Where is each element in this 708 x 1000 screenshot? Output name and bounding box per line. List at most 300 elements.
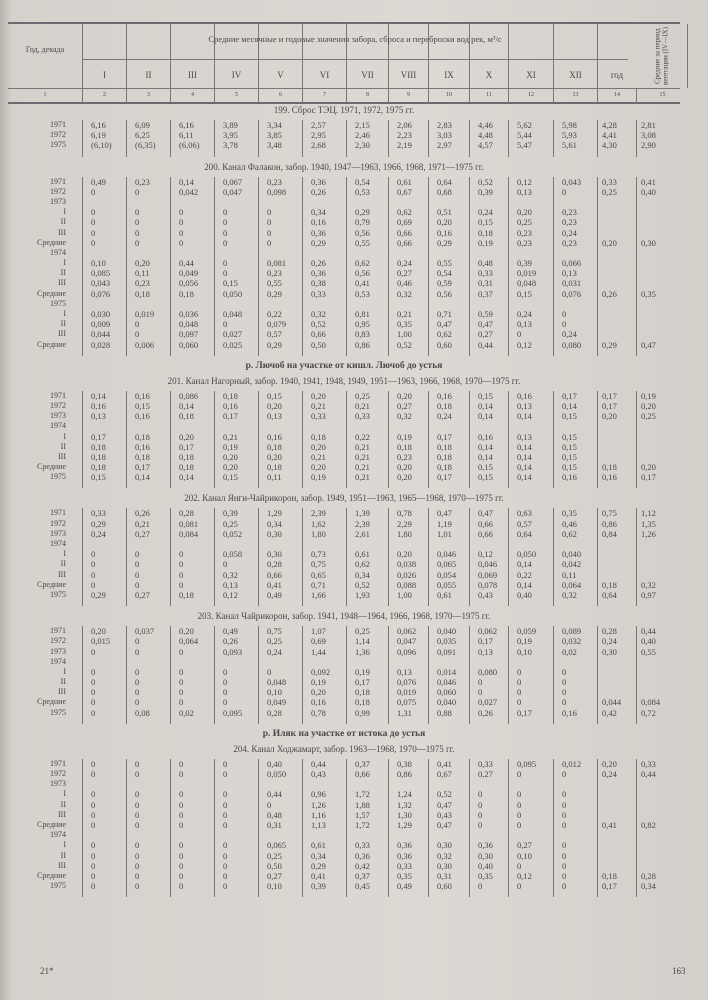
table-cell <box>636 319 688 329</box>
table-cell: 0 <box>126 667 170 677</box>
table-cell: 0 <box>553 677 597 687</box>
table-cell: 1,31 <box>388 708 428 718</box>
table-cell: 1,13 <box>302 820 346 830</box>
table-cell: 0,20 <box>597 759 636 769</box>
table-cell: 0,42 <box>597 708 636 718</box>
table-spacer <box>597 891 636 897</box>
table-cell <box>170 299 214 309</box>
table-cell: 0 <box>170 810 214 820</box>
table-cell: 0,28 <box>258 559 302 569</box>
table-cell <box>170 248 214 258</box>
table-spacer <box>597 151 636 157</box>
table-cell <box>469 539 508 549</box>
table-cell: 0,019 <box>508 268 553 278</box>
table-cell: 0,14 <box>82 391 126 401</box>
section-table <box>8 120 680 157</box>
row-label: II <box>60 268 66 278</box>
table-cell: 0,21 <box>346 401 388 411</box>
table-spacer <box>302 350 346 356</box>
table-cell: 0,080 <box>469 667 508 677</box>
table-cell: 0,23 <box>388 452 428 462</box>
table-cell: 2,95 <box>302 130 346 140</box>
table-cell: 0,84 <box>597 529 636 539</box>
table-cell: 0,36 <box>388 851 428 861</box>
table-cell: 0,21 <box>346 452 388 462</box>
table-cell: 0,23 <box>553 207 597 217</box>
table-cell: 0,060 <box>428 687 469 697</box>
col-number: 7 <box>302 89 346 102</box>
table-spacer <box>8 151 82 157</box>
table-cell <box>82 299 126 309</box>
table-cell: 0,44 <box>170 258 214 268</box>
table-cell: 0,059 <box>508 626 553 636</box>
col-number: 15 <box>636 89 688 102</box>
table-cell: 0,11 <box>553 570 597 580</box>
table-cell: 4,41 <box>597 130 636 140</box>
table-cell: 0,30 <box>428 840 469 850</box>
table-cell <box>346 830 388 840</box>
table-cell: 0,18 <box>428 452 469 462</box>
table-cell: 0,08 <box>126 708 170 718</box>
table-cell: 0,28 <box>170 508 214 518</box>
row-label: 1974 <box>50 247 66 257</box>
table-cell: 0 <box>126 207 170 217</box>
table-spacer <box>597 718 636 724</box>
row-label: III <box>58 329 66 339</box>
table-cell <box>346 779 388 789</box>
table-cell: 0,015 <box>82 636 126 646</box>
table-spacer <box>508 151 553 157</box>
table-cell: 0,088 <box>388 580 428 590</box>
table-cell <box>388 299 428 309</box>
row-label: I <box>63 789 66 799</box>
table-cell: 0,25 <box>214 519 258 529</box>
table-cell: 0 <box>170 881 214 891</box>
table-cell: 0,19 <box>302 472 346 482</box>
table-cell: 0,18 <box>258 442 302 452</box>
col-header-9: IX <box>428 24 469 88</box>
table-cell: 0,33 <box>302 411 346 421</box>
table-cell: 0,43 <box>469 590 508 600</box>
table-cell: 0,20 <box>170 626 214 636</box>
table-cell: 0 <box>214 319 258 329</box>
table-cell: 0 <box>126 549 170 559</box>
col-header-10: X <box>469 24 508 88</box>
table-cell: 0,046 <box>428 549 469 559</box>
table-cell: 2,57 <box>302 120 346 130</box>
table-cell: 0,25 <box>258 636 302 646</box>
section-table <box>8 759 680 897</box>
table-cell: 0,091 <box>428 647 469 657</box>
table-cell: 0,18 <box>126 289 170 299</box>
table-cell: 0,41 <box>636 177 688 187</box>
table-cell <box>636 800 688 810</box>
col-number: 1 <box>43 92 47 98</box>
table-cell: 0,060 <box>170 340 214 350</box>
table-cell: 0,34 <box>636 881 688 891</box>
table-cell: 0,20 <box>388 472 428 482</box>
table-cell: 0,75 <box>597 508 636 518</box>
table-cell: 0,31 <box>428 871 469 881</box>
table-cell: 0,32 <box>214 570 258 580</box>
table-spacer <box>214 151 258 157</box>
table-cell: 0,17 <box>508 708 553 718</box>
table-cell: 0,81 <box>346 309 388 319</box>
table-cell: 0 <box>82 840 126 850</box>
row-label: I <box>63 549 66 559</box>
table-cell: 0 <box>82 580 126 590</box>
row-label: Средние <box>37 870 66 880</box>
table-cell: 0 <box>126 861 170 871</box>
table-cell <box>82 539 126 549</box>
table-cell: 0,18 <box>346 687 388 697</box>
row-label: II <box>60 559 66 569</box>
table-cell: 0,043 <box>82 278 126 288</box>
table-cell: 2,97 <box>428 140 469 150</box>
row-label: 1974 <box>50 539 66 548</box>
table-cell: 1,12 <box>636 508 688 518</box>
table-cell: 0,15 <box>258 391 302 401</box>
table-spacer <box>170 891 214 897</box>
row-label: Средние <box>37 819 66 829</box>
section-title: 204. Канал Ходжамарт, забор. 1963—1968, 1970—1975 гг. <box>233 743 455 754</box>
table-cell: 0,63 <box>508 508 553 518</box>
row-label: 1974 <box>50 830 66 840</box>
table-cell <box>597 319 636 329</box>
table-cell: 0,32 <box>428 851 469 861</box>
table-cell: 0,20 <box>302 462 346 472</box>
table-cell: 0,32 <box>553 590 597 600</box>
table-cell <box>258 657 302 667</box>
table-cell: 0,24 <box>553 329 597 339</box>
table-cell: 0,27 <box>126 590 170 600</box>
col-number: 9 <box>388 89 428 102</box>
col-header-2: II <box>126 24 170 88</box>
table-cell: 0,17 <box>636 472 688 482</box>
table-cell <box>508 539 553 549</box>
page-number: 163 <box>672 966 686 976</box>
table-cell <box>428 657 469 667</box>
table-cell: 0,084 <box>636 697 688 707</box>
table-cell <box>553 657 597 667</box>
table-cell: 0,18 <box>597 462 636 472</box>
table-cell: 0,17 <box>126 462 170 472</box>
table-cell: 0 <box>258 207 302 217</box>
table-cell: 0,13 <box>508 432 553 442</box>
table-cell <box>636 268 688 278</box>
table-cell: 0,32 <box>302 309 346 319</box>
table-cell: 0,99 <box>346 708 388 718</box>
table-cell: 0,54 <box>428 268 469 278</box>
table-cell: 0 <box>126 187 170 197</box>
table-cell <box>597 687 636 697</box>
table-cell: (6,10) <box>82 140 126 150</box>
table-cell: 3,03 <box>428 130 469 140</box>
table-cell: 0,032 <box>553 636 597 646</box>
table-cell: 0,027 <box>214 329 258 339</box>
table-cell: 0 <box>126 329 170 339</box>
table-cell: 0 <box>82 207 126 217</box>
table-cell: 0 <box>170 647 214 657</box>
table-cell: 0 <box>553 697 597 707</box>
table-cell: 0,66 <box>469 519 508 529</box>
table-cell: 0,14 <box>469 452 508 462</box>
table-cell <box>258 539 302 549</box>
table-cell: 0,53 <box>346 289 388 299</box>
table-cell: 0 <box>214 840 258 850</box>
table-cell: 0,16 <box>258 432 302 442</box>
table-cell: 2,19 <box>388 140 428 150</box>
table-spacer <box>258 350 302 356</box>
table-cell: 0 <box>126 697 170 707</box>
table-cell <box>553 248 597 258</box>
table-cell: 0 <box>82 677 126 687</box>
table-cell: 0,48 <box>469 258 508 268</box>
table-cell: 0 <box>126 238 170 248</box>
table-spacer <box>469 600 508 606</box>
col-number: 13 <box>553 89 597 102</box>
table-cell: 0 <box>170 851 214 861</box>
table-cell: 0,21 <box>346 462 388 472</box>
table-cell: 0,20 <box>214 462 258 472</box>
table-cell: 0,16 <box>428 391 469 401</box>
table-cell: 0,41 <box>346 278 388 288</box>
table-cell: 0 <box>508 329 553 339</box>
table-cell: 1,16 <box>302 810 346 820</box>
table-cell <box>214 248 258 258</box>
table-cell <box>597 228 636 238</box>
table-cell <box>346 248 388 258</box>
table-cell: 0,21 <box>126 519 170 529</box>
table-cell: 0,52 <box>346 580 388 590</box>
table-cell: 0,048 <box>508 278 553 288</box>
table-cell <box>214 421 258 431</box>
table-cell <box>597 329 636 339</box>
table-cell: 0,38 <box>388 759 428 769</box>
table-cell: 3,34 <box>258 120 302 130</box>
table-cell <box>553 197 597 207</box>
table-spacer <box>82 482 126 488</box>
table-cell: 0,17 <box>346 677 388 687</box>
table-cell: 0,61 <box>388 177 428 187</box>
table-cell: 0 <box>126 789 170 799</box>
table-cell: 0,048 <box>258 677 302 687</box>
table-cell: 0,062 <box>469 626 508 636</box>
table-cell: 0,040 <box>428 697 469 707</box>
table-cell: 2,46 <box>346 130 388 140</box>
table-cell: 0,20 <box>428 217 469 227</box>
table-cell <box>636 421 688 431</box>
table-cell: 0,14 <box>508 472 553 482</box>
table-spacer <box>214 600 258 606</box>
table-cell: 0,59 <box>428 278 469 288</box>
table-cell: 0,15 <box>214 472 258 482</box>
table-cell <box>636 197 688 207</box>
table-cell: 0 <box>508 667 553 677</box>
table-cell: 0,62 <box>346 559 388 569</box>
table-cell <box>553 421 597 431</box>
table-cell <box>388 197 428 207</box>
table-spacer <box>636 350 688 356</box>
table-cell: 0 <box>126 851 170 861</box>
table-cell <box>346 657 388 667</box>
table-cell: 3,78 <box>214 140 258 150</box>
table-cell: 0 <box>469 677 508 687</box>
table-cell <box>428 421 469 431</box>
table-cell: 1,30 <box>388 810 428 820</box>
table-cell: 0 <box>170 580 214 590</box>
table-cell: 0,24 <box>428 411 469 421</box>
table-cell: 0,20 <box>214 452 258 462</box>
table-cell: 0,34 <box>258 519 302 529</box>
row-label: II <box>60 217 66 227</box>
table-cell: 0 <box>508 769 553 779</box>
table-cell: 0 <box>553 800 597 810</box>
table-cell: 0,26 <box>302 187 346 197</box>
col-header-6: VI <box>302 24 346 88</box>
table-cell: 0,084 <box>170 529 214 539</box>
table-cell: 0 <box>214 677 258 687</box>
table-cell: 0,34 <box>302 207 346 217</box>
section-title: 202. Канал Янги-Чайрикорон, забор. 1949, 1951—1963, 1965—1968, 1970—1975 гг. <box>184 493 504 504</box>
row-label: II <box>60 441 66 451</box>
table-cell: 1,01 <box>428 529 469 539</box>
table-cell <box>82 197 126 207</box>
table-cell: 0,26 <box>214 636 258 646</box>
table-cell: 0,15 <box>469 462 508 472</box>
table-cell: 2,39 <box>302 508 346 518</box>
table-cell: 0,17 <box>428 472 469 482</box>
table-cell: 0,18 <box>170 462 214 472</box>
table-cell: 0,13 <box>508 401 553 411</box>
row-label: 1972 <box>50 636 66 646</box>
table-cell: 0,19 <box>302 677 346 687</box>
table-cell <box>597 268 636 278</box>
table-cell: 0,57 <box>508 519 553 529</box>
col-number: 11 <box>469 89 508 102</box>
table-cell <box>597 830 636 840</box>
table-cell: 0,44 <box>636 626 688 636</box>
table-spacer <box>508 891 553 897</box>
table-cell: 6,09 <box>126 120 170 130</box>
row-label: 1972 <box>50 769 66 778</box>
table-spacer <box>302 151 346 157</box>
table-spacer <box>469 718 508 724</box>
table-cell: 0 <box>82 759 126 769</box>
table-cell: 0,12 <box>508 177 553 187</box>
table-cell: 0,66 <box>346 769 388 779</box>
table-cell: 0,27 <box>388 268 428 278</box>
col-header-4: IV <box>214 24 258 88</box>
table-spacer <box>346 151 388 157</box>
table-cell: 0,35 <box>553 508 597 518</box>
table-cell <box>214 657 258 667</box>
table-cell: 0,13 <box>469 647 508 657</box>
table-cell <box>597 248 636 258</box>
table-cell <box>597 559 636 569</box>
table-cell: 0,15 <box>214 278 258 288</box>
table-cell: 1,26 <box>302 800 346 810</box>
table-spacer <box>636 600 688 606</box>
table-cell: 0,20 <box>258 452 302 462</box>
table-cell: 0,19 <box>346 667 388 677</box>
table-cell: 0,18 <box>82 442 126 452</box>
table-cell <box>126 421 170 431</box>
table-cell: 0,36 <box>388 840 428 850</box>
table-cell: 0,054 <box>428 570 469 580</box>
table-cell: 0,19 <box>508 636 553 646</box>
table-cell: 0,12 <box>508 871 553 881</box>
table-cell: 0,41 <box>428 759 469 769</box>
table-spacer <box>508 600 553 606</box>
table-spacer <box>126 718 170 724</box>
table-cell: 0,048 <box>170 319 214 329</box>
table-spacer <box>428 350 469 356</box>
table-cell: 0,20 <box>258 401 302 411</box>
table-spacer <box>346 482 388 488</box>
table-cell: 0,14 <box>508 442 553 452</box>
table-cell: 0 <box>553 881 597 891</box>
table-cell: 0,18 <box>170 289 214 299</box>
table-cell <box>597 421 636 431</box>
table-cell: 0 <box>170 759 214 769</box>
table-cell <box>388 539 428 549</box>
table-cell: 4,48 <box>469 130 508 140</box>
table-cell: 0,60 <box>428 340 469 350</box>
table-cell: 2,30 <box>346 140 388 150</box>
table-cell <box>469 657 508 667</box>
table-cell: 2,90 <box>636 140 688 150</box>
table-cell <box>302 421 346 431</box>
table-cell: 0,57 <box>258 329 302 339</box>
table-cell: 0,22 <box>346 432 388 442</box>
row-label: I <box>63 666 66 676</box>
table-cell: 0 <box>170 228 214 238</box>
table-cell: 0,12 <box>508 340 553 350</box>
table-cell: 0,15 <box>82 472 126 482</box>
table-cell <box>302 299 346 309</box>
table-cell: 0 <box>82 228 126 238</box>
table-cell: 0,66 <box>258 570 302 580</box>
table-cell: 0,019 <box>126 309 170 319</box>
table-cell: 0,16 <box>302 697 346 707</box>
table-spacer <box>388 600 428 606</box>
table-cell <box>597 258 636 268</box>
table-cell: 0 <box>469 800 508 810</box>
table-spacer <box>8 891 82 897</box>
table-spacer <box>346 718 388 724</box>
table-cell: 0,20 <box>508 207 553 217</box>
table-cell: 0,30 <box>258 529 302 539</box>
table-cell: 0,17 <box>597 881 636 891</box>
row-label: 1974 <box>50 656 66 666</box>
table-cell <box>170 830 214 840</box>
table-cell: 0,096 <box>388 647 428 657</box>
table-cell: 0,23 <box>258 268 302 278</box>
table-cell <box>597 539 636 549</box>
table-cell: 0,82 <box>636 820 688 830</box>
table-cell: 0,86 <box>346 340 388 350</box>
table-cell: 0,24 <box>508 309 553 319</box>
table-cell: 0,46 <box>553 519 597 529</box>
table-cell: 2,06 <box>388 120 428 130</box>
table-cell: 0 <box>126 800 170 810</box>
table-cell <box>126 779 170 789</box>
table-cell: 0,44 <box>258 789 302 799</box>
table-cell: 1,93 <box>346 590 388 600</box>
table-cell: 0,076 <box>388 677 428 687</box>
row-label: Средние <box>37 697 66 707</box>
